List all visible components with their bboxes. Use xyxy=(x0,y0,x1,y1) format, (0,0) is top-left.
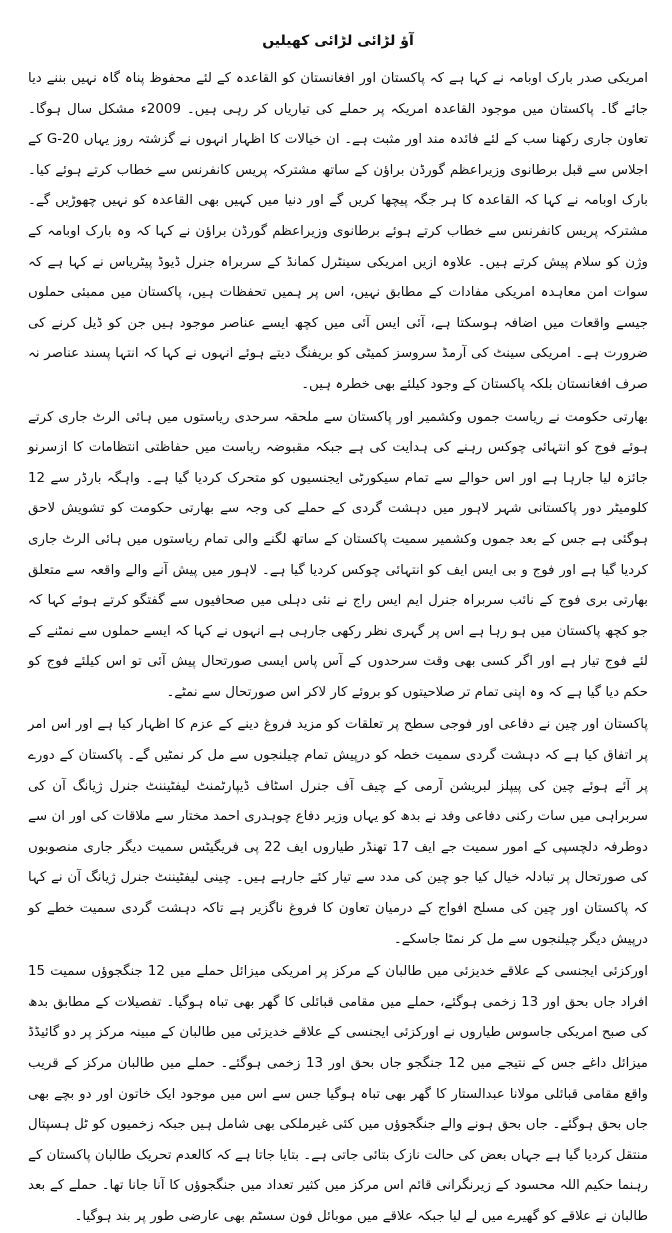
paragraph-orakzai-strike: اورکزئی ایجنسی کے علاقے خدیزئی میں طالبان کے مرکز پر امریکی میزائل حملے میں 12 جنگجوؤں سمیت 15 افراد جاں بحق اور 13 زخمی ہوگئے، حملے میں مقامی قبائلی کا گھر بھی تباہ ہوگیا۔ تفصیلات کے مطابق بدھ کی صبح امریکی جاسوس طیاروں نے اورکزئی ایجنسی کے علاقے خدیزئی میں طالبان کے مبینہ مرکز پر دو گائیڈڈ میزائل داغے جس کے نتیجے میں 12 جنگجو جاں بحق اور 13 زخمی ہوگئے۔ حملے میں طالبان مرکز کے قریب واقع مقامی قبائلی مولانا عبدالستار کا گھر بھی تباہ ہوگیا جس سے اس میں موجود ایک خاتون اور دو بچے بھی جاں بحق ہوگئے۔ جاں بحق ہونے والے جنگجوؤں میں کئی غیرملکی بھی شامل ہیں جبکہ زخمیوں کو ٹل ہسپتال منتقل کردیا گیا ہے جہاں بعض کی حالت نازک بتائی جاتی ہے۔ بتایا جاتا ہے کہ کالعدم تحریک طالبان پاکستان کے رہنما حکیم اللہ محسود کے زیرنگرانی قائم اس مرکز میں کثیر تعداد میں جنگجوؤں کا آنا جانا تھا۔ حملے کے بعد طالبان نے علاقے کو گھیرے میں لے لیا جبکہ علاقے میں موبائل فون سسٹم بھی عارضی طور پر بند ہوگیا۔ xyxy=(28,964,648,1224)
article-title: آؤ لڑائی لڑائی کھیلیں xyxy=(262,33,414,49)
paragraph-us-pakistan-afghanistan: امریکی صدر بارک اوبامہ نے کہا ہے کہ پاکستان اور افغانستان کو القاعدہ کے لئے محفوظ پناہ گاہ نہیں بننے دیا جائے گا۔ پاکستان میں موجود القاعدہ امریکہ پر حملے کی تیاریاں کر رہی ہیں۔ 2009ء مشکل سال ہوگا۔ تعاون جاری رکھنا سب کے لئے فائدہ مند اور مثبت ہے۔ ان خیالات کا اظہار انہوں نے گزشتہ روز یہاں G-20 کے اجلاس سے قبل برطانوی وزیراعظم گورڈن براؤن کے ساتھ مشترکہ پریس کانفرنس سے خطاب کرتے ہوئے کیا۔ بارک اوبامہ نے کہا کہ القاعدہ کا ہر جگہ پیچھا کریں گے اور دنیا میں کہیں بھی القاعدہ کو نہیں چھوڑیں گے۔ مشترکہ پریس کانفرنس سے خطاب کرتے ہوئے برطانوی وزیراعظم گورڈن براؤن نے کہا کہ وہ بارک اوبامہ کے وژن کو سلام پیش کرتے ہیں۔ علاوہ ازیں امریکی سینٹرل کمانڈ کے سربراہ جنرل ڈیوڈ پیٹریاس نے کہا ہے کہ سوات امن معاہدہ امریکی مفادات کے مطابق نہیں، اس پر ہمیں تحفظات ہیں، پاکستان میں ممبئی حملوں جیسے واقعات میں اضافہ ہوسکتا ہے، آئی ایس آئی میں کچھ ایسے عناصر موجود ہیں جن کو ڈیل کرنے کی ضرورت ہے۔ امریکی سینٹ کی آرمڈ سروسز کمیٹی کو بریفنگ دیتے ہوئے انہوں نے کہا کہ انتہا پسند عناصر نہ صرف افغانستان بلکہ پاکستان کے وجود کیلئے بھی خطرہ ہیں۔ xyxy=(28,71,649,392)
paragraph-india-alert: بھارتی حکومت نے ریاست جموں وکشمیر اور پاکستان سے ملحقہ سرحدی ریاستوں میں ہائی الرٹ جاری کرتے ہوئے فوج کو انتہائی چوکس رہنے کی ہدایت کی ہے جبکہ مقبوضہ ریاست میں حفاظتی انتظامات کا ازسرنو جائزہ لیا جارہا ہے اور اس حوالے سے تمام سیکورٹی ایجنسیوں کو متحرک کردیا گیا ہے۔ واہگہ بارڈر سے 12 کلومیٹر دور پاکستانی شہر لاہور میں دہشت گردی کے حملے کی وجہ سے بھارتی حکومت کو تشویش لاحق ہوگئی ہے جس کے بعد جموں وکشمیر سمیت پاکستان کے ساتھ لگنے والی تمام ریاستوں میں ہائی الرٹ جاری کردیا گیا ہے اور فوج و بی ایس ایف کو انتہائی چوکس کردیا گیا ہے۔ لاہور میں پیش آنے والے واقعہ سے متعلق بھارتی بری فوج کے نائب سربراہ جنرل ایم ایس راج نے نئی دہلی میں صحافیوں سے گفتگو کرتے ہوئے کہا کہ جو کچھ پاکستان میں ہو رہا ہے اس پر گہری نظر رکھی جارہی ہے انہوں نے کہا کہ ایسے حملوں سے نمٹنے کے لئے فوج تیار ہے اور اگر کسی بھی وقت سرحدوں کے آس پاس ایسی صورتحال پیش آئی تو اس کیلئے فوج کو حکم دیا گیا ہے کہ وہ اپنی تمام تر صلاحیتوں کو بروئے کار لاکر اس صورتحال سے نمٹے۔ xyxy=(28,409,648,700)
paragraph-pakistan-china: پاکستان اور چین نے دفاعی اور فوجی سطح پر تعلقات کو مزید فروغ دینے کے عزم کا اظہار کیا ہے اور اس امر پر اتفاق کیا ہے کہ دہشت گردی سمیت خطہ کو درپیش تمام چیلنجوں سے مل کر نمٹیں گے۔ پاکستان کے دورے پر آئے ہوئے چین کی پیپلز لبریشن آرمی کے چیف آف جنرل اسٹاف ڈیپارٹمنٹ لیفٹیننٹ جنرل ژیانگ آن کی سربراہی میں سات رکنی دفاعی وفد نے بدھ کو یہاں وزیر دفاع چوہدری احمد مختار سے ملاقات کی اور ان سے دوطرفہ دلچسپی کے امور سمیت جے ایف 17 تھنڈر طیاروں ایف 22 پی فریگیٹس سمیت دیگر جاری منصوبوں کی صورتحال پر تبادلہ خیال کیا جو چین کی مدد سے تیار کئے جارہے ہیں۔ چینی لیفٹیننٹ جنرل ژیانگ آن نے کہا کہ پاکستان اور چین کی مسلح افواج کے درمیان تعاون کا فروغ ناگزیر ہے تاکہ دہشت گردی سمیت خطے کو درپیش دیگر چیلنجوں سے مل کر نمٹا جاسکے۔ xyxy=(28,717,648,947)
